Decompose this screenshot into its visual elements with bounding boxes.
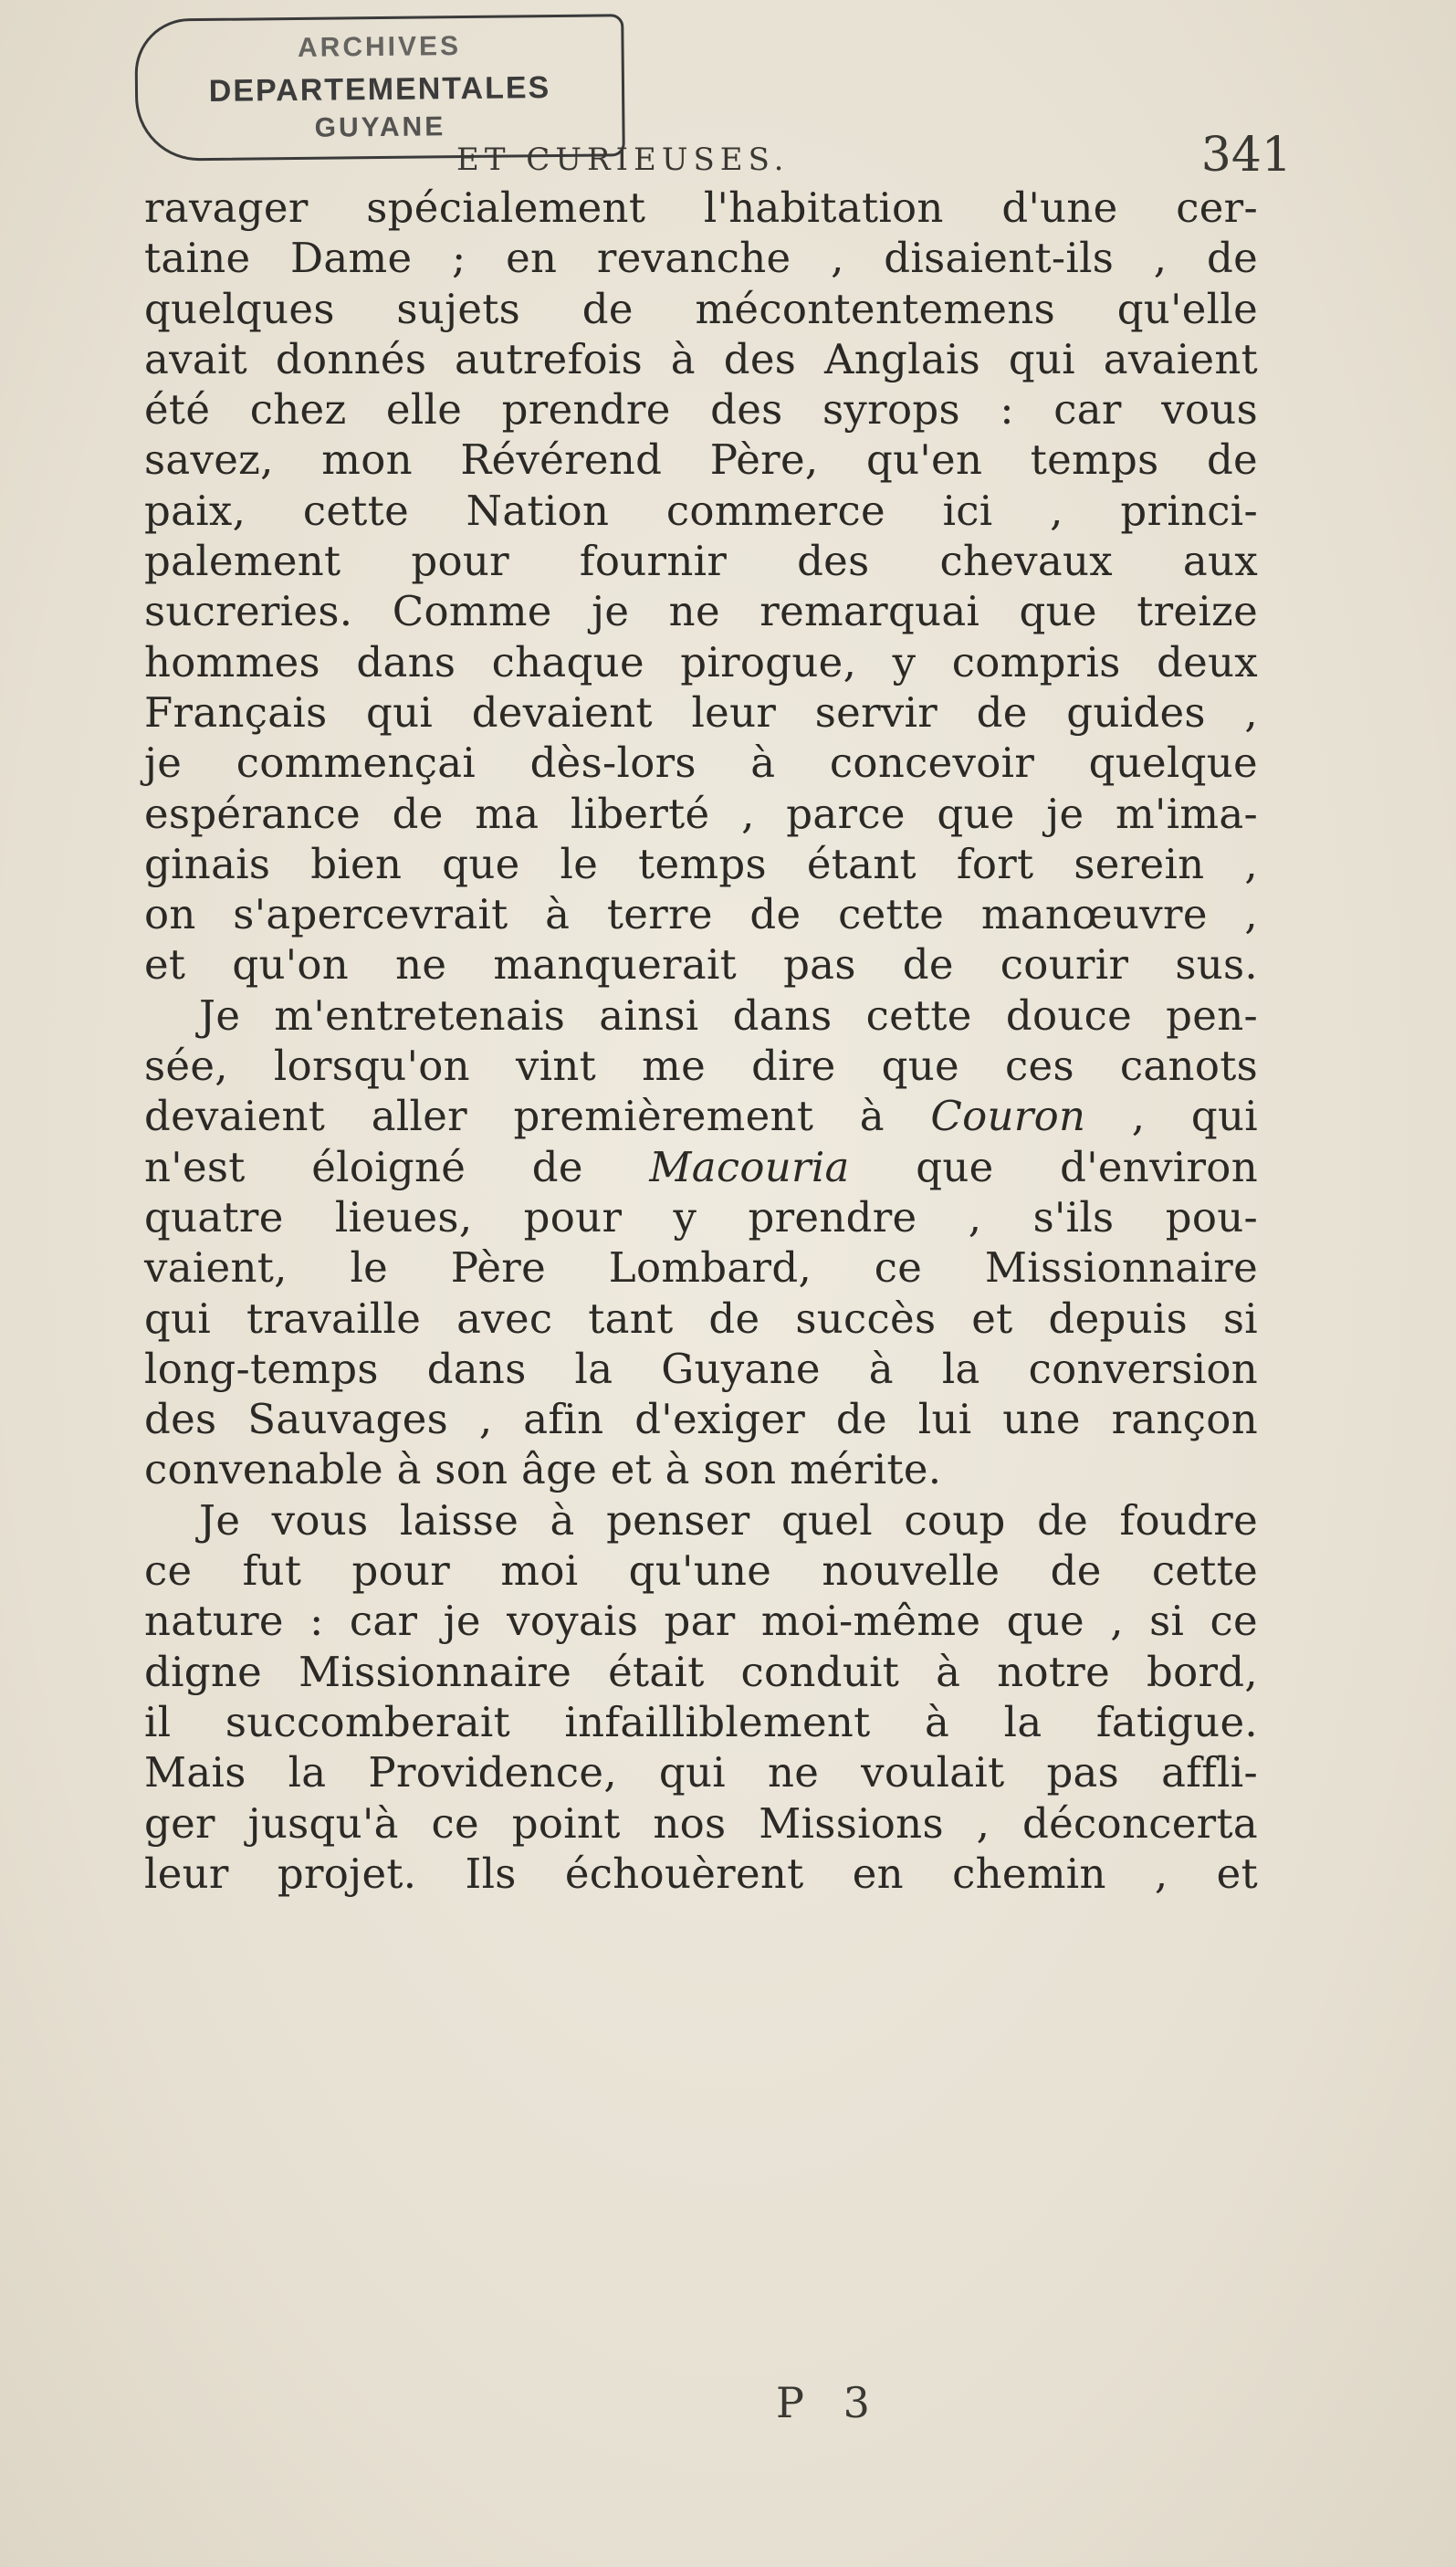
text-span: devaient aller premièrement à [144, 1092, 931, 1141]
text-line: vaient, le Père Lombard, ce Missionnaire [144, 1243, 1258, 1293]
text-line: ravager spécialement l'habitation d'une cer- [144, 183, 1258, 232]
text-line: savez, mon Révérend Père, qu'en temps de [144, 435, 1258, 485]
stamp-line-1: ARCHIVES [297, 31, 462, 63]
text-line: Je vous laisse à penser quel coup de foudre [199, 1495, 1258, 1545]
text-span: que d'environ [849, 1142, 1258, 1191]
text-line: taine Dame ; en revanche , disaient-ils , de [144, 234, 1258, 283]
text-line: long-temps dans la Guyane à la conversion [144, 1344, 1258, 1393]
text-line [144, 1142, 1258, 1192]
text-line: quelques sujets de mécontentemens qu'elle [144, 284, 1258, 333]
text-line: espérance de ma liberté , parce que je m'ima- [144, 789, 1258, 838]
text-span: , qui [1085, 1092, 1258, 1141]
text-line: ger jusqu'à ce point nos Missions , déconcerta [144, 1798, 1258, 1848]
text-line: leur projet. Ils échouèrent en chemin , et [144, 1849, 1258, 1898]
text-line: Français qui devaient leur servir de guides , [144, 687, 1258, 737]
text-line: il succomberait infailliblement à la fatigue. [144, 1697, 1258, 1746]
running-title: ET CURIEUSES. [456, 141, 790, 178]
stamp-line-3: GUYANE [314, 111, 446, 143]
text-line: ginais bien que le temps étant fort serein , [144, 839, 1258, 888]
text-line: ce fut pour moi qu'une nouvelle de cette [144, 1546, 1258, 1596]
body-text [144, 183, 1258, 1899]
text-line: digne Missionnaire était conduit à notre bord, [144, 1647, 1258, 1696]
text-line: sucreries. Comme je ne remarquai que treize [144, 587, 1258, 636]
text-line: quatre lieues, pour y prendre , s'ils pou- [144, 1192, 1258, 1242]
text-line [144, 1091, 1258, 1141]
text-line: Mais la Providence, qui ne voulait pas affli- [144, 1748, 1258, 1797]
text-line: des Sauvages , afin d'exiger de lui une rançon [144, 1395, 1258, 1444]
place-name: Couron [930, 1092, 1086, 1141]
signature-mark: P 3 [776, 2378, 883, 2427]
text-line: convenable à son âge et à son mérite. [144, 1445, 942, 1494]
text-line: avait donnés autrefois à des Anglais qui avaient [144, 334, 1258, 383]
text-line: été chez elle prendre des syrops : car vous [144, 385, 1258, 435]
text-line: hommes dans chaque pirogue, y compris deux [144, 637, 1258, 686]
text-line: Je m'entretenais ainsi dans cette douce pen- [199, 990, 1258, 1040]
archive-stamp [134, 14, 625, 162]
text-line: on s'apercevrait à terre de cette manœuvre , [144, 890, 1258, 939]
text-line: paix, cette Nation commerce ici , princi- [144, 486, 1258, 535]
stamp-line-2: DEPARTEMENTALES [208, 70, 551, 109]
text-line: palement pour fournir des chevaux aux [144, 537, 1258, 586]
text-line: qui travaille avec tant de succès et depuis si [144, 1294, 1258, 1343]
text-line: et qu'on ne manquerait pas de courir sus. [144, 940, 1258, 990]
text-line: nature : car je voyais par moi-même que , si ce [144, 1597, 1258, 1646]
text-line: sée, lorsqu'on vint me dire que ces canots [144, 1042, 1258, 1091]
text-span: n'est éloigné de [144, 1142, 650, 1191]
text-line: je commençai dès-lors à concevoir quelque [144, 739, 1258, 788]
page-number: 341 [1200, 128, 1292, 183]
place-name: Macouria [649, 1142, 850, 1191]
